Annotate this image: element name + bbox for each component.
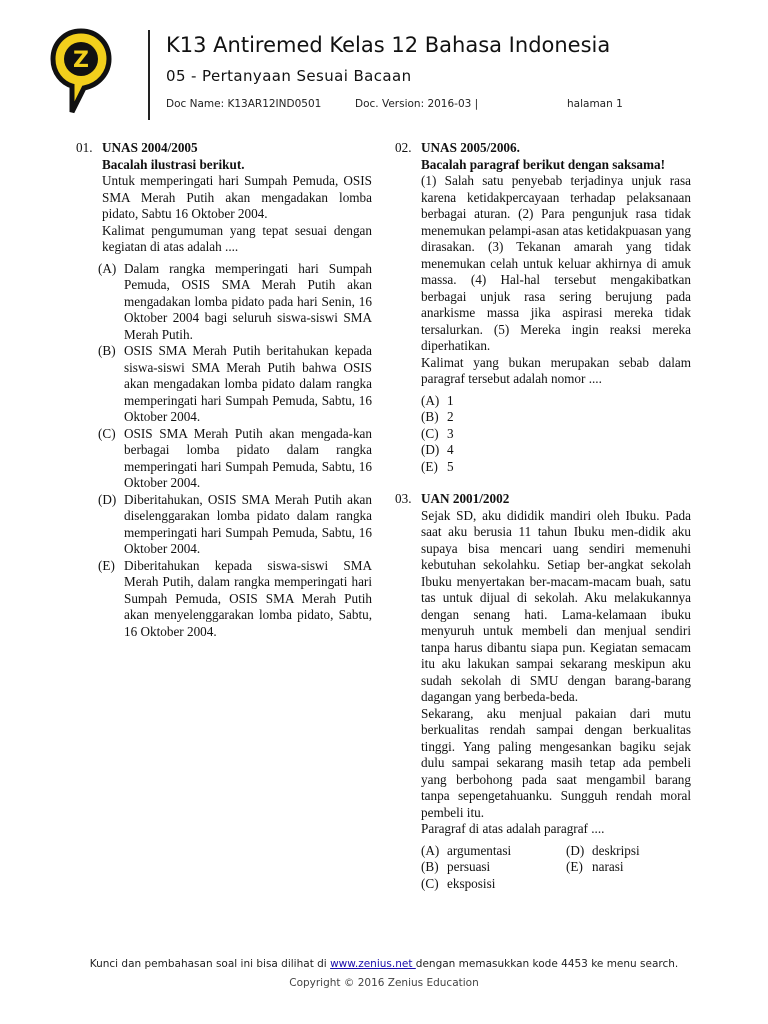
option-b: (B) 2 — [421, 409, 454, 424]
question-2 — [395, 140, 691, 475]
question-1 — [76, 140, 372, 640]
zenius-logo — [50, 28, 112, 114]
option-e: (E) Diberitahukan kepada siswa-siswi SMA Merah Putih, dalam rangka memperingati hari Sumpah Pemuda, OSIS SMA Merah Putih akan menyelenggarakan lomba pidato, Sabtu, 16 Oktober 2004. — [98, 557, 372, 639]
question-prompt: Kalimat yang bukan merupakan sebab dalam paragraf tersebut adalah nomor .... — [421, 354, 691, 386]
question-number: 03. — [395, 491, 412, 506]
option-c: (C) 3 — [421, 425, 454, 441]
option-e: (E) 5 — [421, 458, 454, 474]
question-source: UNAS 2005/2006. — [421, 140, 520, 155]
header-divider — [148, 30, 150, 120]
option-c: (C) OSIS SMA Merah Putih akan mengada-kan berbagai lomba pidato dalam rangka memperingati hari Sumpah Pemuda, Sabtu, 16 Oktober 2004. — [98, 425, 372, 490]
doc-name: Doc Name: K13AR12IND0501 — [166, 98, 322, 110]
question-source: UNAS 2004/2005 — [102, 140, 198, 155]
question-number: 01. — [76, 140, 93, 155]
right-column — [395, 140, 691, 892]
document-subtitle: 05 - Pertanyaan Sesuai Bacaan — [166, 67, 412, 85]
option-d: (D) deskripsi — [566, 842, 640, 858]
question-source: UAN 2001/2002 — [421, 491, 510, 506]
question-3 — [395, 491, 691, 892]
option-a: (A) Dalam rangka memperingati hari Sumpah Pemuda, OSIS SMA Merah Putih akan mengadakan lomba pidato pada hari Senin, 16 Oktober 2004 bagi seluruh siswa-siswi SMA Merah Putih. — [98, 260, 372, 342]
option-d: (D) 4 — [421, 442, 454, 457]
option-a: (A) argumentasi — [421, 842, 512, 858]
footer-note: Kunci dan pembahasan soal ini bisa dilihat di www.zenius.net dengan memasukkan kode 4453 ke menu search. — [89, 958, 679, 970]
question-text: Sejak SD, aku dididik mandiri oleh Ibuku. Pada saat aku berusia 11 tahun Ibuku men-didik aku supaya bisa mencari uang sendiri memenuhi kebutuhan sekolahku. Setiap ber-angkat sekolah Ibuku menyertakan ber-macam-macam buah, satu tas untuk dijual di sekolah. Aku melakukannya dengan senang hati. Lama-kelamaan ibuku menyuruh untuk membeli dan menjual sendiri tanpa harus dibantu siapa pun. Kegiatan semacam itu aku lakukan sampai sekarang meskipun aku sudah sekolah di SMU dengan barang-barang dagangan yang berbeda-beda. — [421, 507, 691, 704]
question-number: 02. — [395, 140, 412, 155]
question-text: (1) Salah satu penyebab terjadinya unjuk rasa karena ketidakpercayaan terhadap pelaksanaan berbagai aturan. (2) Para pengunjuk rasa tidak menemukan pelampi-asan atas ketidakpuasan yang dirasakan. (3) Tekanan amarah yang tidak menemukan celah untuk keluar akhirnya di amuk massa. (4) Hal-hal tersebut mengakibatkan berbagai unjuk rasa sering berujung pada anarkisme massa jika aspirasi mereka tidak tersalurkan. (5) Mereka ingin reaksi mereka diperhatikan. — [421, 173, 691, 353]
question-text: Untuk memperingati hari Sumpah Pemuda, OSIS SMA Merah Putih akan mengadakan lomba pidato, Sabtu 16 Oktober 2004. — [102, 173, 372, 221]
question-text-2: Sekarang, aku menjual pakaian dari mutu berkualitas rendah sampai dengan berkualitas tinggi. Yang paling mengesankan bagiku sejak dulu sampai sekarang masih tetap ada pembeli yang berbohong pada saat mengambil barang tanpa sepengetahuanku. Sungguh rendah moral pembeli itu. — [421, 705, 691, 820]
option-c: (C) eksposisi — [421, 875, 496, 891]
page-number: halaman 1 — [567, 98, 623, 110]
document-title: K13 Antiremed Kelas 12 Bahasa Indonesia — [166, 33, 611, 57]
option-b: (B) OSIS SMA Merah Putih beritahukan kepada siswa-siswi SMA Merah Putih bahwa OSIS akan mengadakan lomba pidato dalam rangka memperingati hari Sumpah Pemuda, Sabtu, 16 Oktober 2004. — [98, 343, 372, 424]
svg-text:Z: Z — [73, 48, 89, 73]
option-e: (E) narasi — [566, 859, 624, 874]
zenius-link[interactable]: www.zenius.net — [330, 958, 416, 970]
question-instruction: Bacalah paragraf berikut dengan saksama! — [421, 156, 665, 172]
question-prompt: Kalimat pengumuman yang tepat sesuai dengan kegiatan di atas adalah .... — [102, 222, 372, 254]
question-prompt: Paragraf di atas adalah paragraf .... — [421, 821, 605, 836]
option-d: (D) Diberitahukan, OSIS SMA Merah Putih akan diselenggarakan lomba pidato dalam rangka memperingati hari Sumpah Pemuda, Sabtu, 16 Oktober 2004. — [98, 491, 372, 556]
doc-version: Doc. Version: 2016-03 | — [355, 98, 479, 110]
question-instruction: Bacalah ilustrasi berikut. — [102, 156, 245, 172]
option-a: (A) 1 — [421, 392, 454, 408]
option-b: (B) persuasi — [421, 859, 491, 874]
copyright: Copyright © 2016 Zenius Education — [289, 977, 479, 989]
left-column — [76, 140, 372, 640]
